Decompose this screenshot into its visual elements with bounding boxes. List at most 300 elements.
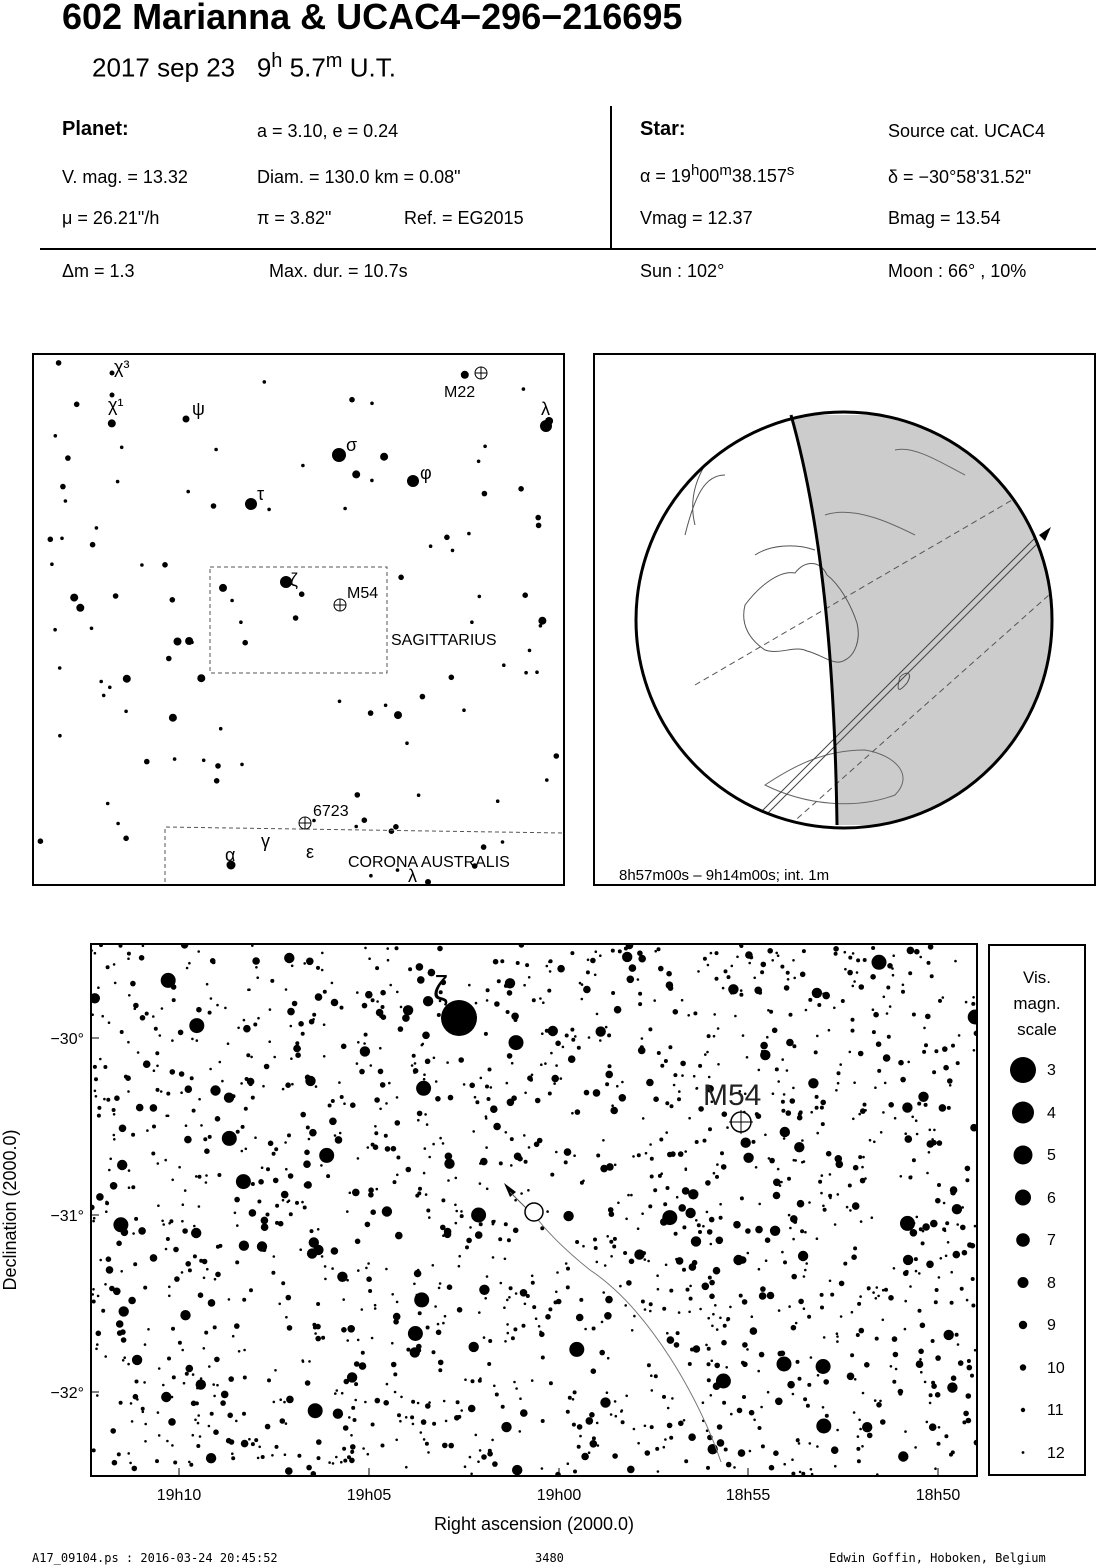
finder-star [242, 640, 248, 646]
field-star [367, 1453, 370, 1456]
field-star [493, 1123, 501, 1131]
field-star [97, 1114, 101, 1118]
finder-star [467, 532, 471, 536]
finder-star [393, 824, 399, 830]
field-star [326, 1174, 330, 1178]
finder-star [230, 599, 234, 603]
field-star [805, 1009, 808, 1012]
hour-unit: h [271, 50, 283, 72]
field-star [331, 1247, 339, 1255]
field-star [335, 1136, 343, 1144]
field-star [925, 1227, 928, 1230]
field-star [405, 1466, 408, 1469]
field-star [180, 1091, 183, 1094]
field-star [144, 1440, 147, 1443]
field-star [509, 1035, 524, 1050]
field-star [539, 997, 542, 1000]
moon-info: Moon : 66° , 10% [888, 261, 1027, 281]
field-star [935, 1355, 941, 1361]
field-star [460, 1210, 463, 1213]
field-star [772, 1092, 775, 1095]
field-star [874, 1086, 877, 1089]
field-star [898, 1392, 902, 1396]
field-star [565, 1262, 568, 1265]
field-star [816, 1132, 819, 1135]
field-star [291, 965, 294, 968]
field-star [283, 1401, 286, 1404]
field-star [157, 1204, 160, 1207]
field-star [669, 1289, 673, 1293]
event-hour: 9 [256, 52, 272, 83]
field-star [627, 976, 635, 984]
field-star [805, 1262, 808, 1265]
cluster-m22-icon [475, 367, 487, 379]
field-star [104, 1283, 107, 1286]
field-star [128, 1297, 136, 1305]
field-star [769, 1010, 773, 1014]
finder-star [538, 617, 546, 625]
field-star [155, 1051, 159, 1055]
field-star [547, 989, 551, 993]
field-star [487, 1097, 491, 1101]
field-star [354, 1361, 360, 1367]
field-star [882, 1319, 885, 1322]
field-star [678, 1311, 681, 1314]
field-star [940, 1257, 943, 1260]
field-star [412, 1054, 416, 1058]
field-star [573, 1470, 577, 1474]
finder-star [116, 822, 120, 826]
field-star [506, 1082, 509, 1085]
finder-star [240, 763, 244, 767]
field-star [810, 1111, 813, 1114]
field-star [777, 1168, 780, 1171]
field-star [497, 979, 501, 983]
field-star [396, 1096, 399, 1099]
field-star [812, 988, 822, 998]
field-star [787, 1381, 795, 1389]
finder-star [535, 670, 539, 674]
field-star [160, 1090, 163, 1093]
field-star [614, 1400, 617, 1403]
legend-mag-label: 4 [1047, 1105, 1056, 1122]
field-star [251, 1182, 255, 1186]
field-star [374, 1131, 378, 1135]
field-star [370, 1209, 376, 1215]
field-star [455, 1177, 458, 1180]
field-star [669, 1436, 673, 1440]
field-star [597, 1444, 600, 1447]
field-star [391, 1342, 394, 1345]
finder-star [90, 627, 94, 631]
field-star [432, 1264, 435, 1267]
field-star [94, 952, 97, 955]
field-star [423, 1438, 426, 1441]
field-star [133, 1262, 137, 1266]
field-star [483, 1336, 486, 1339]
field-star [208, 1011, 212, 1015]
field-star [787, 1177, 791, 1181]
field-star [666, 1186, 670, 1190]
field-star [590, 1440, 598, 1448]
field-star [833, 1007, 836, 1010]
field-star [717, 1424, 723, 1430]
field-star [193, 1254, 197, 1258]
field-star [134, 1217, 138, 1221]
field-star [882, 1111, 885, 1114]
field-star [269, 1008, 272, 1011]
finder-star [477, 460, 481, 464]
field-star [213, 1395, 216, 1398]
field-star [130, 1402, 133, 1405]
field-star [437, 1323, 440, 1326]
field-star [807, 1315, 811, 1319]
field-star [140, 1015, 146, 1021]
field-star [822, 1205, 825, 1208]
field-star [612, 1245, 616, 1249]
finder-label-alpha: α [225, 845, 236, 865]
field-star [742, 1395, 746, 1399]
field-star [803, 1307, 806, 1310]
field-star [334, 1134, 337, 1137]
field-star [266, 1213, 270, 1217]
field-star [198, 1205, 201, 1208]
field-star [103, 1065, 107, 1069]
field-star [469, 1226, 472, 1229]
field-star [524, 1160, 528, 1164]
field-star [605, 1026, 608, 1029]
star-source: Source cat. UCAC4 [888, 121, 1046, 141]
field-star [872, 1291, 875, 1294]
field-star [642, 1117, 645, 1120]
field-outline [210, 567, 387, 673]
field-star [470, 1473, 473, 1476]
field-star [257, 1457, 260, 1460]
field-star [575, 1109, 581, 1115]
field-star [804, 1269, 807, 1272]
finder-label-psi: ψ [192, 399, 205, 419]
field-star [355, 1239, 361, 1245]
field-star [945, 1221, 949, 1225]
field-star [106, 1256, 112, 1262]
field-star [166, 1440, 169, 1443]
field-star [570, 1028, 574, 1032]
field-star [541, 1356, 545, 1360]
field-star [285, 1168, 288, 1171]
field-star [931, 1339, 935, 1343]
field-star [627, 1194, 630, 1197]
field-star [427, 1451, 430, 1454]
field-star [713, 1267, 721, 1275]
field-star [619, 1094, 627, 1102]
field-star [127, 1041, 130, 1044]
field-star [671, 1397, 674, 1400]
field-star [357, 1041, 360, 1044]
field-star [773, 1192, 781, 1200]
field-star [354, 1382, 358, 1386]
field-star [766, 1036, 769, 1039]
event-datetime [92, 50, 396, 84]
field-star [797, 1115, 803, 1121]
field-star [706, 1466, 710, 1470]
field-star [829, 1197, 832, 1200]
field-star [112, 1460, 118, 1466]
field-star [949, 1084, 952, 1087]
field-star [393, 1372, 397, 1376]
field-star [823, 1208, 827, 1212]
field-star [825, 1414, 829, 1418]
field-star [488, 1339, 492, 1343]
field-star [323, 990, 327, 994]
field-star [274, 1147, 278, 1151]
field-star [863, 1103, 867, 1107]
field-star [458, 1057, 464, 1063]
field-star [515, 1292, 518, 1295]
field-star [702, 1283, 710, 1291]
field-star [857, 1435, 860, 1438]
field-star [621, 1081, 624, 1084]
finder-star [462, 708, 466, 712]
field-star [688, 1189, 698, 1199]
legend-star-dot [1014, 1146, 1033, 1165]
field-star [376, 1000, 379, 1003]
field-star [755, 1166, 758, 1169]
field-star [933, 1129, 936, 1132]
finder-star [116, 480, 120, 484]
field-star [859, 984, 865, 990]
field-star [856, 1447, 860, 1451]
field-star [165, 1248, 168, 1251]
field-star [703, 1139, 707, 1143]
field-star [663, 1446, 666, 1449]
field-star [157, 1411, 160, 1414]
field-star [138, 1227, 146, 1235]
field-star [637, 1153, 641, 1157]
field-star [242, 1412, 246, 1416]
field-star [753, 1419, 756, 1422]
field-star [178, 1166, 181, 1169]
field-star [475, 1002, 478, 1005]
m54-cluster-icon [729, 1110, 753, 1134]
field-star [113, 1138, 116, 1141]
field-star [198, 1175, 202, 1179]
field-star [493, 1385, 496, 1388]
field-star [347, 1372, 357, 1382]
field-star [584, 1090, 590, 1096]
field-star [953, 1251, 961, 1259]
field-star [724, 1448, 728, 1452]
field-star [316, 1302, 320, 1306]
field-star [633, 1428, 636, 1431]
field-star [415, 1194, 419, 1198]
y-axis-label: Declination (2000.0) [0, 1129, 20, 1291]
field-star [808, 1078, 818, 1088]
field-star [506, 1010, 510, 1014]
field-star [446, 1061, 449, 1064]
field-star [447, 1179, 450, 1182]
field-star [966, 1418, 972, 1424]
finder-star [60, 537, 64, 541]
field-star [797, 1438, 800, 1441]
field-star [715, 977, 719, 981]
finder-star [370, 402, 374, 406]
field-star [172, 1375, 176, 1379]
field-star [397, 1413, 401, 1417]
field-star [714, 1363, 720, 1369]
field-star [210, 1412, 214, 1416]
field-star [400, 1006, 403, 1009]
field-star [426, 1209, 430, 1213]
field-star [893, 1337, 897, 1341]
field-star [306, 1126, 310, 1130]
field-star [214, 1357, 220, 1363]
field-star [189, 1018, 204, 1033]
field-star [740, 1196, 744, 1200]
field-star [442, 1142, 445, 1145]
field-star [195, 1401, 199, 1405]
field-star [749, 1410, 755, 1416]
field-star [761, 962, 767, 968]
field-star [637, 978, 640, 981]
field-star [357, 1269, 360, 1272]
field-star [486, 1275, 489, 1278]
field-star [275, 1221, 279, 1225]
field-star [710, 1394, 713, 1397]
field-star [280, 1418, 286, 1424]
field-star [664, 1438, 667, 1441]
field-star [116, 1241, 122, 1247]
field-star [579, 1435, 582, 1438]
field-star [292, 1001, 298, 1007]
field-star [448, 1095, 454, 1101]
field-star [621, 1420, 625, 1424]
field-star [316, 966, 320, 970]
field-star [481, 1454, 487, 1460]
field-star [444, 1159, 454, 1169]
field-star [925, 1014, 931, 1020]
asteroid-direction-arrow-icon [504, 1183, 516, 1197]
field-star [243, 1019, 246, 1022]
field-star [335, 1456, 338, 1459]
field-star [625, 1395, 628, 1398]
field-star [854, 1378, 857, 1381]
finder-star [368, 710, 374, 716]
field-star [209, 1068, 212, 1071]
field-star [444, 1228, 452, 1236]
field-star [688, 1117, 691, 1120]
field-star [492, 1256, 495, 1259]
field-star [887, 1035, 891, 1039]
field-star [721, 1340, 727, 1346]
field-star [757, 1370, 760, 1373]
field-star [132, 1232, 135, 1235]
field-star [783, 1260, 787, 1264]
field-star [731, 965, 734, 968]
field-star [393, 1180, 397, 1184]
field-star [886, 1012, 889, 1015]
field-star [864, 1109, 867, 1112]
field-star [726, 1462, 732, 1468]
field-star [480, 1077, 483, 1080]
field-star [733, 1255, 743, 1265]
field-star [368, 1187, 374, 1193]
field-star [504, 984, 508, 988]
field-star [122, 1359, 125, 1362]
field-star [132, 1466, 138, 1472]
field-star [211, 1299, 214, 1302]
field-star [411, 1400, 415, 1404]
occulted-star-marker [525, 1203, 543, 1221]
field-star [790, 1215, 798, 1223]
field-star [353, 1418, 357, 1422]
field-star [348, 1416, 351, 1419]
field-star [166, 1092, 170, 1096]
field-star [416, 963, 424, 971]
field-star [962, 1250, 968, 1256]
finder-bright-star [332, 448, 346, 462]
field-star [596, 1026, 606, 1036]
field-star [918, 1272, 921, 1275]
finder-star [95, 526, 99, 530]
finder-star [362, 817, 368, 823]
cluster-m54-icon [334, 599, 346, 611]
field-star [566, 1267, 570, 1271]
field-star [741, 1138, 751, 1148]
field-star [792, 959, 795, 962]
field-star [756, 1113, 762, 1119]
field-star [793, 977, 796, 980]
field-star [286, 1396, 294, 1404]
field-star [881, 1422, 884, 1425]
field-star [423, 1172, 426, 1175]
field-star [261, 1166, 264, 1169]
field-star [916, 1360, 924, 1368]
finder-bright-star [407, 475, 419, 487]
field-star [683, 1419, 686, 1422]
xtick-label: 19h00 [536, 1487, 582, 1504]
field-star [829, 1173, 832, 1176]
field-star [542, 1001, 545, 1004]
field-star [786, 1039, 794, 1047]
field-star [106, 965, 110, 969]
field-star [507, 1238, 511, 1242]
field-star [192, 1434, 195, 1437]
field-star [509, 1286, 513, 1290]
finder-star [197, 674, 205, 682]
field-star [304, 1150, 310, 1156]
field-star [268, 1040, 271, 1043]
field-star [214, 1278, 217, 1281]
field-star [435, 1080, 438, 1083]
field-star [607, 1033, 611, 1037]
field-star [342, 1447, 346, 1451]
field-star [506, 1299, 509, 1302]
field-star [479, 1285, 489, 1295]
field-star [947, 1241, 950, 1244]
field-star [197, 950, 200, 953]
field-star [594, 1246, 598, 1250]
field-star [900, 1216, 915, 1231]
field-star [257, 1200, 261, 1204]
field-star [92, 1220, 95, 1223]
field-star [955, 1333, 959, 1337]
field-star [915, 1119, 918, 1122]
field-star [256, 976, 259, 979]
field-star [917, 1102, 921, 1106]
field-star [728, 984, 738, 994]
field-star [815, 1095, 819, 1099]
field-star [572, 1398, 575, 1401]
